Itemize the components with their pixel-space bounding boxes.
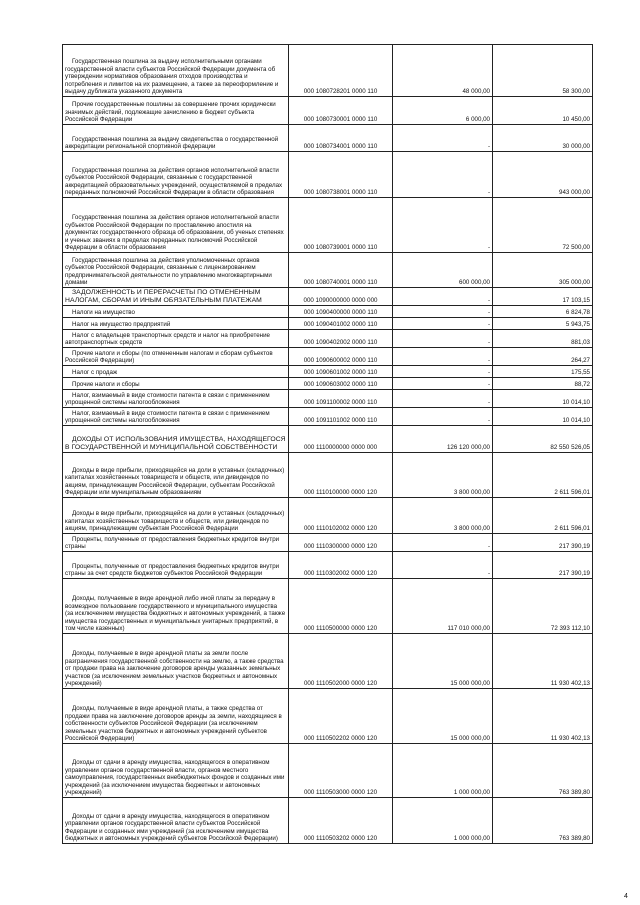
cell-code: 000 1090401002 0000 110 xyxy=(289,318,393,330)
cell-name: Государственная пошлина за действия органов исполнительной власти субъектов Российской Федерации, связанные с государственной аккредитацией образовательных учреждений, осуществляемой в пределах переданных полномочий Российской Федерации в области образования xyxy=(63,152,289,198)
cell-fact: 10 014,10 xyxy=(493,390,593,408)
cell-code: 000 1080730001 0000 110 xyxy=(289,97,393,125)
cell-name: Государственная пошлина за действия органов исполнительной власти субъектов Российской Федерации по проставлению апостиля на документах государственного образца об образовании, об ученых степенях и ученых званиях в пределах переданных полномочий Российской Федерации в области образования xyxy=(63,198,289,253)
cell-plan: - xyxy=(393,552,493,579)
cell-plan: 117 010 000,00 xyxy=(393,579,493,634)
cell-plan: 126 120 000,00 xyxy=(393,426,493,453)
cell-plan: - xyxy=(393,348,493,366)
table-row xyxy=(63,579,593,634)
cell-fact: 5 943,75 xyxy=(493,318,593,330)
cell-fact: 2 611 596,01 xyxy=(493,453,593,498)
cell-code: 000 1090601002 0000 110 xyxy=(289,366,393,378)
table-row xyxy=(63,97,593,125)
table-row xyxy=(63,306,593,318)
cell-plan: - xyxy=(393,330,493,348)
table-row xyxy=(63,552,593,579)
cell-plan: - xyxy=(393,306,493,318)
table-row xyxy=(63,318,593,330)
cell-name: Доходы в виде прибыли, приходящейся на доли в уставных (складочных) капиталах хозяйственных товариществ и обществ, или дивидендов по акциям, принадлежащим Российской Федерации, субъектам Российской Федерации или муниципальным образованиям xyxy=(63,453,289,498)
table-row xyxy=(63,330,593,348)
cell-plan: 3 800 000,00 xyxy=(393,453,493,498)
cell-name: Прочие налоги и сборы (по отмененным налогам и сборам субъектов Российской Федерации) xyxy=(63,348,289,366)
cell-plan: - xyxy=(393,534,493,552)
cell-fact: 305 000,00 xyxy=(493,253,593,288)
cell-code: 000 1110502000 0000 120 xyxy=(289,634,393,689)
income-table-body xyxy=(63,45,593,844)
cell-fact: 763 389,80 xyxy=(493,798,593,844)
cell-name: Доходы в виде прибыли, приходящейся на доли в уставных (складочных) капиталах хозяйственных товариществ и обществ, или дивидендов по акциям, принадлежащим субъектам Российской Федерации xyxy=(63,498,289,534)
cell-name: Государственная пошлина за выдачу исполнительными органами государственной власти субъектов Российской Федерации документа об утверждении нормативов образования отходов производства и потребления и лимитов на их размещение, а также за переоформление и выдачу дубликата указанного документа xyxy=(63,45,289,97)
cell-plan: - xyxy=(393,390,493,408)
cell-code: 000 1110102002 0000 120 xyxy=(289,498,393,534)
cell-plan: - xyxy=(393,198,493,253)
cell-fact: 763 389,80 xyxy=(493,744,593,798)
cell-name: Прочие государственные пошлины за совершение прочих юридически значимых действий, подлежащие зачислению в бюджет субъекта Российской Федерации xyxy=(63,97,289,125)
cell-fact: 72 393 112,10 xyxy=(493,579,593,634)
cell-plan: - xyxy=(393,288,493,306)
table-row xyxy=(63,125,593,152)
cell-fact: 11 930 402,13 xyxy=(493,689,593,744)
cell-fact: 88,72 xyxy=(493,378,593,390)
table-row xyxy=(63,408,593,426)
cell-fact: 6 824,78 xyxy=(493,306,593,318)
cell-fact: 30 000,00 xyxy=(493,125,593,152)
table-row xyxy=(63,348,593,366)
table-row xyxy=(63,453,593,498)
cell-code: 000 1080734001 0000 110 xyxy=(289,125,393,152)
cell-fact: 2 611 596,01 xyxy=(493,498,593,534)
table-row xyxy=(63,689,593,744)
cell-code: 000 1110000000 0000 000 xyxy=(289,426,393,453)
table-row xyxy=(63,198,593,253)
cell-name: Доходы, получаемые в виде арендной либо иной платы за передачу в возмездное пользование государственного и муниципального имущества (за исключением имущества бюджетных и автономных учреждений, а также имущества государственных и муниципальных унитарных предприятий, в том числе казенных) xyxy=(63,579,289,634)
cell-code: 000 1091100002 0000 110 xyxy=(289,390,393,408)
cell-name: ДОХОДЫ ОТ ИСПОЛЬЗОВАНИЯ ИМУЩЕСТВА, НАХОДЯЩЕГОСЯ В ГОСУДАРСТВЕННОЙ И МУНИЦИПАЛЬНОЙ СОБСТВЕННОСТИ xyxy=(63,426,289,453)
cell-name: Проценты, полученные от предоставления бюджетных кредитов внутри страны за счет средств бюджетов субъектов Российской Федерации xyxy=(63,552,289,579)
cell-fact: 72 500,00 xyxy=(493,198,593,253)
cell-code: 000 1090600002 0000 110 xyxy=(289,348,393,366)
cell-plan: 600 000,00 xyxy=(393,253,493,288)
cell-code: 000 1090400000 0000 110 xyxy=(289,306,393,318)
cell-name: Налог, взимаемый в виде стоимости патента в связи с применением упрощенной системы налогообложения xyxy=(63,408,289,426)
cell-code: 000 1110503202 0000 120 xyxy=(289,798,393,844)
cell-plan: - xyxy=(393,152,493,198)
cell-plan: - xyxy=(393,318,493,330)
table-row xyxy=(63,378,593,390)
cell-fact: 264,27 xyxy=(493,348,593,366)
table-row xyxy=(63,426,593,453)
table-row xyxy=(63,366,593,378)
cell-name: Государственная пошлина за действия уполномоченных органов субъектов Российской Федерации, связанные с лицензированием предпринимательской деятельности по управлению многоквартирными домами xyxy=(63,253,289,288)
cell-name: Доходы от сдачи в аренду имущества, находящегося в оперативном управлении органов государственной власти, органов местного самоуправления, государственных внебюджетных фондов и созданных ими учреждений (за исключением имущества бюджетных и автономных учреждений) xyxy=(63,744,289,798)
cell-code: 000 1080739001 0000 110 xyxy=(289,198,393,253)
cell-code: 000 1090603002 0000 110 xyxy=(289,378,393,390)
cell-fact: 217 390,19 xyxy=(493,534,593,552)
cell-plan: 3 800 000,00 xyxy=(393,498,493,534)
cell-name: Налог с владельцев транспортных средств и налог на приобретение автотранспортных средств xyxy=(63,330,289,348)
table-row xyxy=(63,798,593,844)
cell-code: 000 1110500000 0000 120 xyxy=(289,579,393,634)
cell-fact: 217 390,19 xyxy=(493,552,593,579)
table-row xyxy=(63,744,593,798)
cell-code: 000 1110502202 0000 120 xyxy=(289,689,393,744)
cell-fact: 17 103,15 xyxy=(493,288,593,306)
cell-name: Прочие налоги и сборы xyxy=(63,378,289,390)
cell-code: 000 1091101002 0000 110 xyxy=(289,408,393,426)
cell-fact: 11 930 402,13 xyxy=(493,634,593,689)
cell-fact: 10 450,00 xyxy=(493,97,593,125)
cell-plan: - xyxy=(393,378,493,390)
cell-code: 000 1110302002 0000 120 xyxy=(289,552,393,579)
table-row xyxy=(63,253,593,288)
cell-fact: 82 550 526,05 xyxy=(493,426,593,453)
cell-plan: 1 000 000,00 xyxy=(393,744,493,798)
cell-name: Налог, взимаемый в виде стоимости патента в связи с применением упрощенной системы налогообложения xyxy=(63,390,289,408)
cell-name: Проценты, полученные от предоставления бюджетных кредитов внутри страны xyxy=(63,534,289,552)
cell-fact: 58 300,00 xyxy=(493,45,593,97)
cell-name: Доходы, получаемые в виде арендной платы за земли после разграничения государственной собственности на землю, а также средства от продажи права на заключение договоров аренды указанных земельных участков (за исключением земельных участков бюджетных и автономных учреждений) xyxy=(63,634,289,689)
cell-name: Налоги на имущество xyxy=(63,306,289,318)
cell-plan: 48 000,00 xyxy=(393,45,493,97)
cell-fact: 10 014,10 xyxy=(493,408,593,426)
page-number: 4 xyxy=(624,893,628,900)
cell-name: Государственная пошлина за выдачу свидетельства о государственной аккредитации региональной спортивной федерации xyxy=(63,125,289,152)
cell-code: 000 1090000000 0000 000 xyxy=(289,288,393,306)
cell-plan: - xyxy=(393,408,493,426)
table-row xyxy=(63,498,593,534)
table-row xyxy=(63,534,593,552)
table-row xyxy=(63,152,593,198)
cell-code: 000 1080738001 0000 110 xyxy=(289,152,393,198)
cell-code: 000 1110100000 0000 120 xyxy=(289,453,393,498)
cell-code: 000 1080728201 0000 110 xyxy=(289,45,393,97)
cell-plan: 15 000 000,00 xyxy=(393,689,493,744)
cell-fact: 175,55 xyxy=(493,366,593,378)
table-row xyxy=(63,634,593,689)
cell-plan: 6 000,00 xyxy=(393,97,493,125)
cell-name: Налог с продаж xyxy=(63,366,289,378)
cell-plan: - xyxy=(393,125,493,152)
income-table xyxy=(62,44,593,844)
cell-name: Доходы от сдачи в аренду имущества, находящегося в оперативном управлении органов государственной власти субъектов Российской Федерации и созданных ими учреждений (за исключением имущества бюджетных и автономных учреждений субъектов Российской Федерации) xyxy=(63,798,289,844)
cell-plan: 1 000 000,00 xyxy=(393,798,493,844)
table-row xyxy=(63,288,593,306)
cell-name: Доходы, получаемые в виде арендной платы, а также средства от продажи права на заключение договоров аренды за земли, находящиеся в собственности субъектов Российской Федерации (за исключением земельных участков бюджетных и автономных учреждений субъектов Российской Федерации) xyxy=(63,689,289,744)
cell-plan: 15 000 000,00 xyxy=(393,634,493,689)
cell-code: 000 1080740001 0000 110 xyxy=(289,253,393,288)
table-row xyxy=(63,45,593,97)
cell-fact: 943 000,00 xyxy=(493,152,593,198)
cell-code: 000 1110503000 0000 120 xyxy=(289,744,393,798)
cell-name: Налог на имущество предприятий xyxy=(63,318,289,330)
cell-code: 000 1090402002 0000 110 xyxy=(289,330,393,348)
cell-plan: - xyxy=(393,366,493,378)
cell-name: ЗАДОЛЖЕННОСТЬ И ПЕРЕРАСЧЕТЫ ПО ОТМЕНЕННЫМ НАЛОГАМ, СБОРАМ И ИНЫМ ОБЯЗАТЕЛЬНЫМ ПЛАТЕЖАМ xyxy=(63,288,289,306)
table-row xyxy=(63,390,593,408)
cell-fact: 881,03 xyxy=(493,330,593,348)
cell-code: 000 1110300000 0000 120 xyxy=(289,534,393,552)
